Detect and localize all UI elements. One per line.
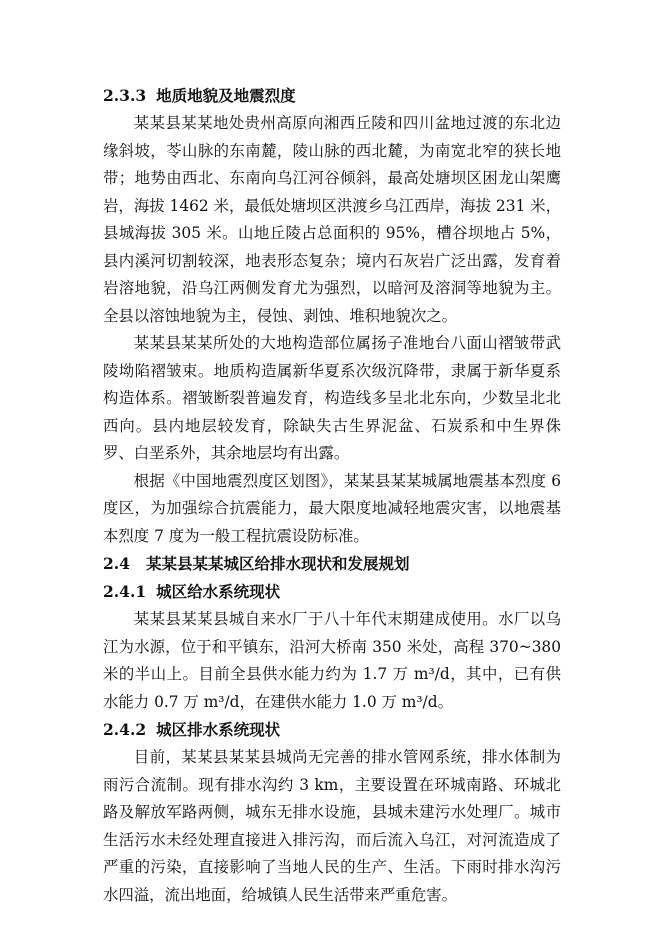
- section-title: 地质地貌及地震烈度: [156, 86, 296, 105]
- section-heading-2-3-3: [103, 82, 561, 110]
- paragraph-drainage-status: 目前，某某县某某县城尚无完善的排水管网系统，排水体制为雨污合流制。现有排水沟约 3 km，主要设置在环城南路、环城北路及解放军路两侧，城东无排水设施，县城未建污水处理厂。城市生活污水未经处理直接进入排污沟，而后流入乌江，对河流造成了严重的污染，直接影响了当地人民的生产、生活。下雨时排水沟污水四溢，流出地面，给城镇人民生活带来严重危害。: [103, 748, 561, 904]
- paragraph-geologic-structure: 某某县某某所处的大地构造部位属扬子准地台八面山褶皱带武陵坳陷褶皱束。地质构造属新华夏系次级沉降带，隶属于新华夏系构造体系。褶皱断裂普遍发育，构造线多呈北北东向，少数呈北北西向。县内地层较发育，除缺失古生界泥盆、石炭系和中生界侏罗、白垩系外，其余地层均有出露。: [103, 334, 561, 462]
- section-heading-2-4-2: [103, 716, 561, 744]
- section-title: 某某县某某城区给排水现状和发展规划: [145, 554, 410, 573]
- section-title: 城区给水系统现状: [156, 582, 281, 601]
- paragraph-seismic-intensity: 根据《中国地震烈度区划图》，某某县某某城属地震基本烈度 6 度区，为加强综合抗震能力，最大限度地减轻地震灾害，以地震基本烈度 7 度为一般工程抗震设防标准。: [103, 471, 561, 545]
- document-body: [103, 82, 561, 909]
- section-number: 2.4: [103, 554, 130, 573]
- paragraph-geology-landform: 某某县某某地处贵州高原向湘西丘陵和四川盆地过渡的东北边缘斜坡，苓山脉的东南麓，陵山脉的西北麓，为南宽北窄的狭长地带；地势由西北、东南向乌江河谷倾斜，最高处塘坝区困龙山架鹰岩，海拔 1462 米，最低处塘坝区洪渡乡乌江西岸，海拔 231 米，县城海拔 305 米。山地丘陵占总面积的 95%，槽谷坝地占 5%，县内溪河切割较深，地表形态复杂；境内石灰岩广泛出露，发育着岩溶地貌，沿乌江两侧发育尤为强烈，以暗河及溶洞等地貌为主。全县以溶蚀地貌为主，侵蚀、剥蚀、堆积地貌次之。: [103, 114, 561, 325]
- section-heading-2-4-1: [103, 578, 561, 606]
- section-number: 2.3.3: [103, 86, 147, 105]
- section-heading-2-4: [103, 550, 561, 578]
- section-title: 城区排水系统现状: [156, 720, 281, 739]
- section-number: 2.4.2: [103, 720, 147, 739]
- section-number: 2.4.1: [103, 582, 147, 601]
- paragraph-water-supply-status: 某某县某某县城自来水厂于八十年代末期建成使用。水厂以乌江为水源，位于和平镇东，沿河大桥南 350 米处，高程 370~380 米的半山上。目前全县供水能力约为 1.7 万 m³/d，其中，已有供水能力 0.7 万 m³/d，在建供水能力 1.0 万 m³/d。: [103, 610, 561, 711]
